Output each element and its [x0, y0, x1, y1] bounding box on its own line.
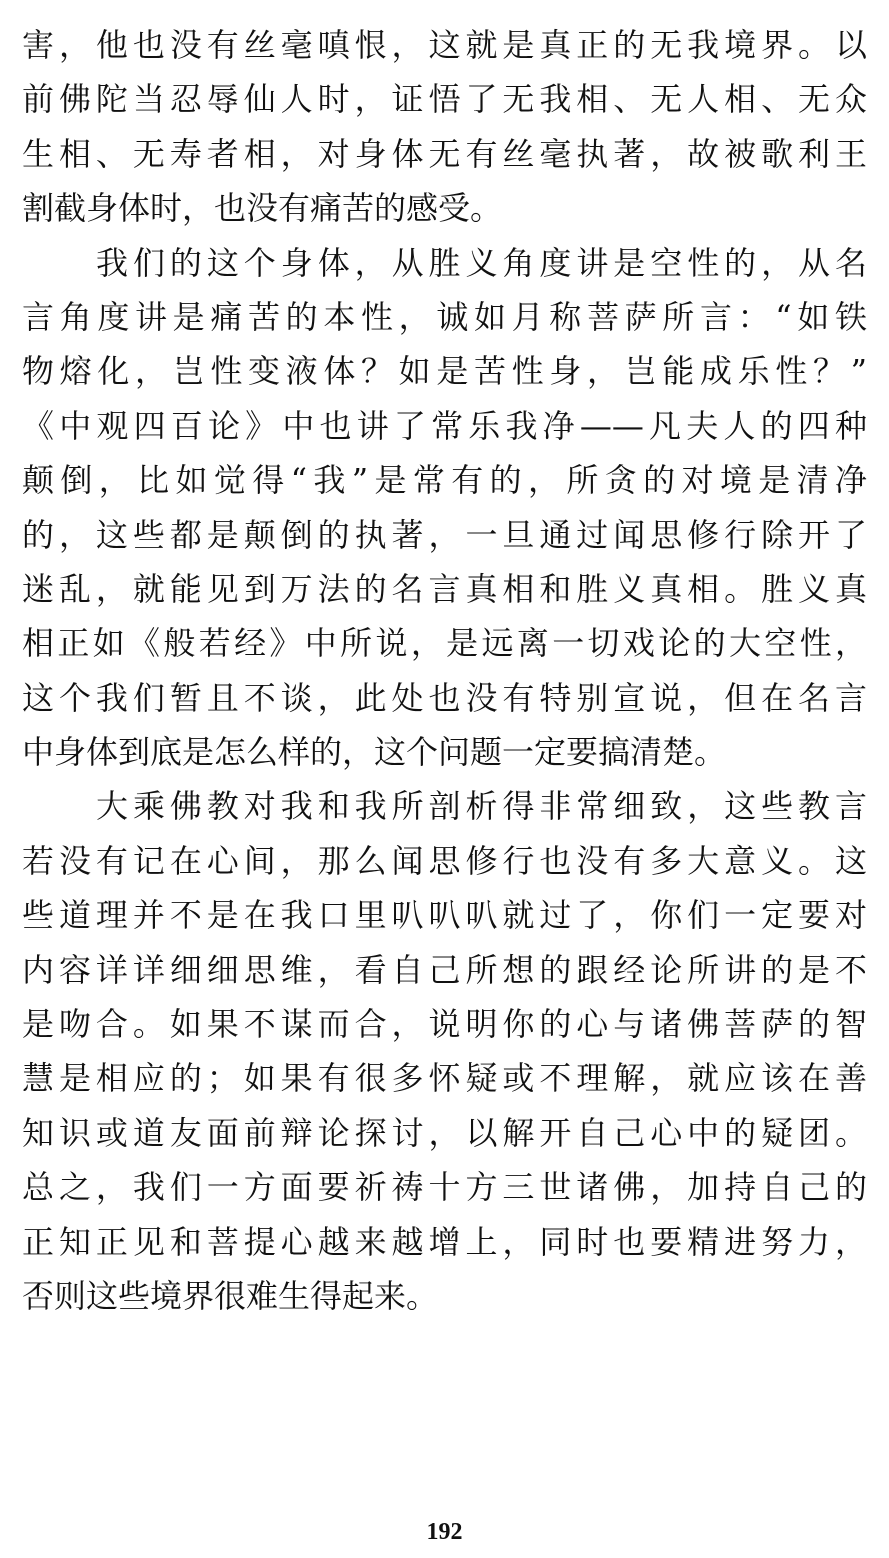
text-line: 中身体到底是怎么样的，这个问题一定要搞清楚。	[22, 733, 727, 772]
text-line: 正知正见和菩提心越来越增上，同时也要精进努力，	[22, 1222, 867, 1261]
text-line: 总之，我们一方面要祈祷十方三世诸佛，加持自己的	[22, 1168, 867, 1207]
text-line: 前佛陀当忍辱仙人时，证悟了无我相、无人相、无众	[22, 80, 867, 119]
text-line: 相正如《般若经》中所说，是远离一切戏论的大空性，	[22, 624, 867, 663]
paragraph	[22, 779, 867, 1323]
text-line: 知识或道友面前辩论探讨，以解开自己心中的疑团。	[22, 1113, 867, 1152]
text-line: 是吻合。如果不谋而合，说明你的心与诸佛菩萨的智	[22, 1005, 867, 1044]
paragraph	[22, 18, 867, 236]
text-line: 内容详详细细思维，看自己所想的跟经论所讲的是不	[22, 950, 867, 989]
text-line: 我们的这个身体，从胜义角度讲是空性的，从名	[96, 243, 867, 282]
text-line: 《中观四百论》中也讲了常乐我净——凡夫人的四种	[22, 406, 867, 445]
text-line: 大乘佛教对我和我所剖析得非常细致，这些教言	[96, 787, 867, 826]
text-line: 害，他也没有丝毫嗔恨，这就是真正的无我境界。以	[22, 26, 867, 64]
text-line: 颠倒，比如觉得“我”是常有的，所贪的对境是清净	[22, 461, 867, 500]
text-line: 若没有记在心间，那么闻思修行也没有多大意义。这	[22, 841, 867, 880]
body-text	[22, 18, 867, 1323]
text-line: 割截身体时，也没有痛苦的感受。	[22, 189, 503, 228]
text-line: 这个我们暂且不谈，此处也没有特别宣说，但在名言	[22, 678, 867, 717]
paragraph	[22, 236, 867, 780]
text-line: 些道理并不是在我口里叭叭叭就过了，你们一定要对	[22, 896, 867, 935]
page-number: 192	[426, 1519, 463, 1545]
text-line: 迷乱，就能见到万法的名言真相和胜义真相。胜义真	[22, 569, 867, 608]
text-line: 言角度讲是痛苦的本性，诚如月称菩萨所言：“如铁	[22, 297, 867, 336]
text-line: 的，这些都是颠倒的执著，一旦通过闻思修行除开了	[22, 515, 867, 554]
text-line: 物熔化，岂性变液体？如是苦性身，岂能成乐性？”	[22, 352, 867, 391]
text-line: 生相、无寿者相，对身体无有丝毫执著，故被歌利王	[22, 134, 867, 173]
text-line: 否则这些境界很难生得起来。	[22, 1276, 439, 1315]
text-line: 慧是相应的；如果有很多怀疑或不理解，就应该在善	[22, 1059, 867, 1098]
